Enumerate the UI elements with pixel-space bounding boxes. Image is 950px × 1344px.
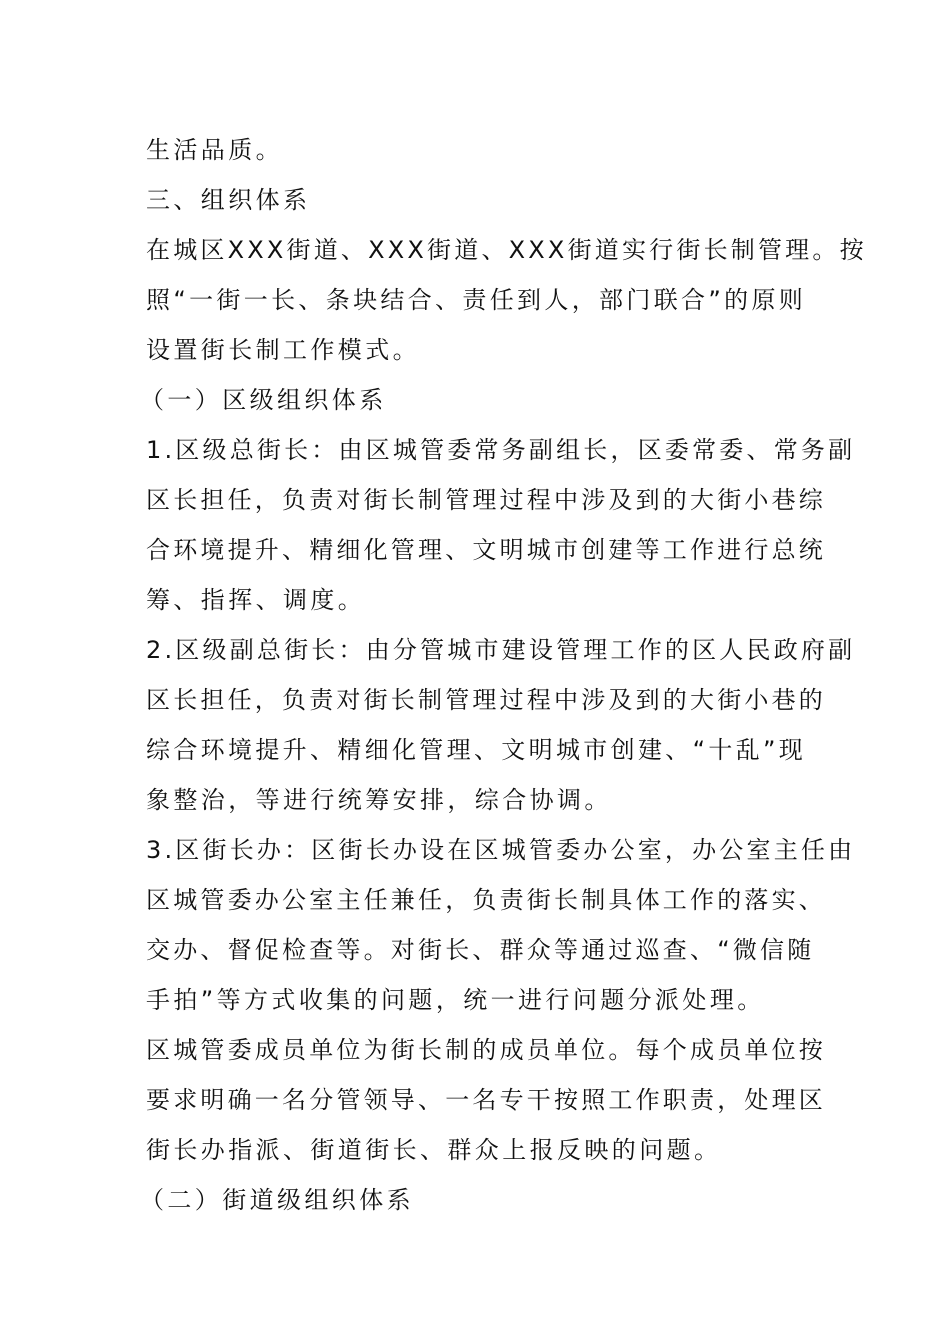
text-line: 合环境提升、精细化管理、文明城市创建等工作进行总统 <box>146 536 826 564</box>
text-line: 手拍”等方式收集的问题，统一进行问题分派处理。 <box>146 986 765 1014</box>
text-line: 街长办指派、街道街长、群众上报反映的问题。 <box>146 1136 722 1164</box>
subsection-heading: （二）街道级组织体系 <box>140 1186 414 1214</box>
text-line: 区长担任，负责对街长制管理过程中涉及到的大街小巷的 <box>146 686 826 714</box>
text-line: 生活品质。 <box>146 136 283 164</box>
text-line: 象整治，等进行统筹安排，综合协调。 <box>146 786 612 814</box>
text-line: 3.区街长办：区街长办设在区城管委办公室，办公室主任由 <box>146 836 856 864</box>
section-heading: 三、组织体系 <box>146 186 311 214</box>
text-line: 在城区XXX街道、XXX街道、XXX街道实行街长制管理。按 <box>146 236 867 264</box>
text-line: 2.区级副总街长：由分管城市建设管理工作的区人民政府副 <box>146 636 856 664</box>
text-line: 照“一街一长、条块结合、责任到人，部门联合”的原则 <box>146 286 806 314</box>
text-line: 区城管委成员单位为街长制的成员单位。每个成员单位按 <box>146 1036 826 1064</box>
subsection-heading: （一）区级组织体系 <box>140 386 387 414</box>
text-line: 设置街长制工作模式。 <box>146 336 420 364</box>
text-line: 交办、督促检查等。对街长、群众等通过巡查、“微信随 <box>146 936 815 964</box>
text-line: 区长担任，负责对街长制管理过程中涉及到的大街小巷综 <box>146 486 826 514</box>
text-line: 1.区级总街长：由区城管委常务副组长，区委常委、常务副 <box>146 436 856 464</box>
text-line: 区城管委办公室主任兼任，负责街长制具体工作的落实、 <box>146 886 826 914</box>
text-line: 要求明确一名分管领导、一名专干按照工作职责，处理区 <box>146 1086 826 1114</box>
text-line: 筹、指挥、调度。 <box>146 586 366 614</box>
text-line: 综合环境提升、精细化管理、文明城市创建、“十乱”现 <box>146 736 806 764</box>
